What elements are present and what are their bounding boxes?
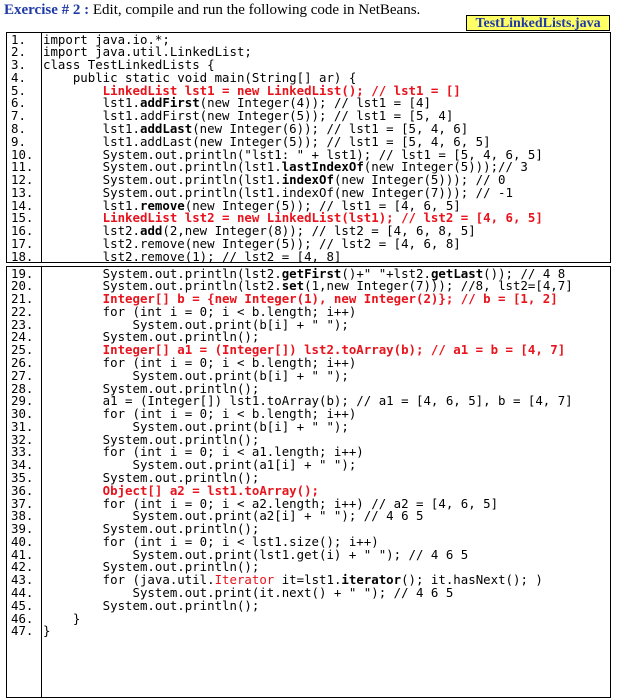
- line-number: 36.: [11, 482, 34, 498]
- method-name: addLast: [139, 120, 193, 136]
- code-segment: lst2.remove(new Integer(5)); // lst2 = [4, 6, 8]: [43, 235, 461, 251]
- exercise-header: [4, 2, 420, 19]
- code-segment: for (int i = 0; i < b.length; i++): [43, 303, 357, 319]
- line-number: 45.: [11, 597, 34, 613]
- code-segment: System.out.print(it.next() + " "); // 4 6 5: [43, 585, 454, 600]
- code-segment: it=lst1.: [274, 572, 342, 588]
- line-number: 38.: [11, 508, 34, 524]
- code-segment: System.out.println();: [43, 329, 260, 345]
- code-segment: lst1.: [43, 197, 140, 213]
- code-segment: System.out.println(lst2.: [43, 278, 282, 294]
- code-segment: import java.util.LinkedList;: [43, 44, 252, 60]
- line-number: 11.: [11, 159, 34, 175]
- exercise-label: Exercise # 2 :: [4, 2, 90, 18]
- code-segment: System.out.print(lst1.get(i) + " "); // 4 6 5: [43, 546, 469, 562]
- code-segment: lst2.: [43, 223, 140, 239]
- line-number: 24.: [11, 329, 34, 345]
- line-number: 47.: [11, 623, 34, 639]
- line-number: 23.: [11, 316, 34, 332]
- highlighted-code: LinkedList lst1 = new LinkedList(); // lst1 = []: [43, 82, 461, 98]
- code-line: [7, 610, 610, 626]
- line-number: 21.: [11, 291, 34, 307]
- line-number: 31.: [11, 418, 34, 434]
- code-segment: }: [43, 610, 81, 626]
- line-number: 42.: [11, 559, 34, 575]
- line-number: 17.: [11, 235, 34, 251]
- method-name: getLast: [430, 265, 484, 281]
- code-segment: System.out.println(lst1.: [43, 159, 282, 175]
- code-segment: System.out.print(b[i] + " ");: [43, 418, 349, 434]
- line-number: 19.: [11, 265, 34, 281]
- line-number: 22.: [11, 303, 34, 319]
- code-line: [7, 597, 610, 613]
- highlighted-code: Iterator: [214, 572, 275, 588]
- code-text: [43, 625, 50, 638]
- code-segment: System.out.println(lst1.indexOf(new Integer(7))); // -1: [43, 184, 513, 200]
- line-number: 27.: [11, 367, 34, 383]
- code-segment: lst2.remove(1); // lst2 = [4, 8]: [43, 248, 342, 264]
- code-segment: (new Integer(5)));// 3: [363, 159, 528, 175]
- code-segment: System.out.println();: [43, 469, 260, 485]
- code-segment: for (int i = 0; i < b.length; i++): [43, 406, 357, 422]
- code-segment: a1 = (Integer[]) lst1.toArray(b); // a1 = [4, 6, 5], b = [4, 7]: [43, 393, 573, 409]
- code-segment: ()); // 4 8: [483, 265, 566, 281]
- code-segment: System.out.println();: [43, 597, 260, 613]
- line-number: 46.: [11, 610, 34, 626]
- code-segment: System.out.println();: [43, 559, 260, 575]
- line-number: 1.: [11, 31, 26, 47]
- exercise-instruction: Edit, compile and run the following code in NetBeans.: [89, 2, 421, 18]
- code-segment: (new Integer(5)); // lst1 = [4, 6, 5]: [184, 197, 461, 213]
- method-name: set: [281, 278, 305, 294]
- code-segment: for (java.util.: [43, 572, 215, 588]
- code-segment: }: [43, 623, 51, 639]
- code-segment: System.out.println("lst1: " + lst1); // lst1 = [5, 4, 6, 5]: [43, 146, 543, 162]
- method-name: indexOf: [281, 172, 334, 188]
- code-segment: System.out.print(a1[i] + " ");: [43, 457, 357, 473]
- method-name: iterator: [341, 572, 402, 588]
- line-number: 44.: [11, 585, 34, 600]
- code-segment: System.out.print(b[i] + " ");: [43, 367, 349, 383]
- highlighted-code: Object[] a2 = lst1.toArray();: [43, 482, 320, 498]
- code-segment: for (int i = 0; i < a2.length; i++) // a2 = [4, 6, 5]: [43, 495, 499, 511]
- highlighted-code: Integer[] b = {new Integer(1), new Integer(2)}; // b = [1, 2]: [43, 291, 558, 307]
- code-segment: import java.io.*;: [43, 31, 170, 47]
- code-segment: System.out.println();: [43, 431, 260, 447]
- line-number: 32.: [11, 431, 34, 447]
- code-segment: System.out.println();: [43, 380, 260, 396]
- line-number: 30.: [11, 406, 34, 422]
- code-segment: for (int i = 0; i < lst1.size(); i++): [43, 533, 379, 549]
- code-segment: public static void main(String[] ar) {: [43, 69, 357, 85]
- line-number: 33.: [11, 444, 34, 460]
- code-segment: for (int i = 0; i < b.length; i++): [43, 354, 357, 370]
- code-segment: lst1.: [43, 95, 140, 111]
- method-name: getFirst: [281, 265, 342, 281]
- line-number: 34.: [11, 457, 34, 473]
- code-block-2: [6, 266, 611, 698]
- line-number: 10.: [11, 146, 34, 162]
- code-segment: System.out.print(a2[i] + " "); // 4 6 5: [43, 508, 424, 524]
- line-number: 40.: [11, 533, 34, 549]
- line-number: 9.: [11, 133, 26, 149]
- code-segment: (new Integer(4)); // lst1 = [4]: [199, 95, 431, 111]
- line-number: 8.: [11, 120, 26, 136]
- line-number: 18.: [11, 248, 34, 264]
- code-segment: (2,new Integer(8)); // lst2 = [4, 6, 8, 5]: [162, 223, 476, 239]
- method-name: remove: [139, 197, 185, 213]
- method-name: add: [139, 223, 163, 239]
- filename-badge: TestLinkedLists.java: [466, 15, 610, 31]
- method-name: addFirst: [139, 95, 200, 111]
- line-number: 43.: [11, 572, 34, 588]
- code-line: [7, 248, 610, 264]
- line-number: 26.: [11, 354, 34, 370]
- code-segment: ()+" "+lst2.: [341, 265, 431, 281]
- line-number: 25.: [11, 342, 34, 358]
- line-number: 3.: [11, 57, 26, 73]
- method-name: lastIndexOf: [281, 159, 364, 175]
- code-segment: System.out.println(lst1.: [43, 172, 282, 188]
- line-number: 12.: [11, 172, 34, 188]
- code-segment: lst1.addFirst(new Integer(5)); // lst1 = [5, 4]: [43, 108, 454, 124]
- code-segment: (1,new Integer(7))); //8, lst2=[4,7]: [304, 278, 573, 294]
- line-number: 6.: [11, 95, 26, 111]
- code-segment: System.out.print(b[i] + " ");: [43, 316, 349, 332]
- line-number: 29.: [11, 393, 34, 409]
- line-number: 14.: [11, 197, 34, 213]
- code-segment: lst1.: [43, 120, 140, 136]
- line-number: 4.: [11, 69, 26, 85]
- line-number: 35.: [11, 469, 34, 485]
- highlighted-code: Integer[] a1 = (Integer[]) lst2.toArray(b); // a1 = b = [4, 7]: [43, 342, 566, 358]
- line-number: 16.: [11, 223, 34, 239]
- code-segment: System.out.println();: [43, 521, 260, 537]
- code-segment: (new Integer(6)); // lst1 = [5, 4, 6]: [192, 120, 469, 136]
- code-line: [7, 625, 610, 638]
- code-segment: (new Integer(5))); // 0: [333, 172, 506, 188]
- line-number: 28.: [11, 380, 34, 396]
- line-number: 15.: [11, 210, 34, 226]
- line-number: 13.: [11, 184, 34, 200]
- line-number: 39.: [11, 521, 34, 537]
- code-segment: for (int i = 0; i < a1.length; i++): [43, 444, 364, 460]
- code-block-1: [6, 32, 611, 263]
- code-text: [43, 248, 342, 264]
- highlighted-code: LinkedList lst2 = new LinkedList(lst1); // lst2 = [4, 6, 5]: [43, 210, 543, 226]
- line-number: 20.: [11, 278, 34, 294]
- line-number: 2.: [11, 44, 26, 60]
- line-number: 7.: [11, 108, 26, 124]
- code-segment: (); it.hasNext(); ): [401, 572, 543, 588]
- code-segment: System.out.println(lst2.: [43, 265, 282, 281]
- line-number: 41.: [11, 546, 34, 562]
- line-number: 5.: [11, 82, 26, 98]
- code-segment: class TestLinkedLists {: [43, 57, 215, 73]
- line-number: 37.: [11, 495, 34, 511]
- code-segment: lst1.addLast(new Integer(5)); // lst1 = [5, 4, 6, 5]: [43, 133, 491, 149]
